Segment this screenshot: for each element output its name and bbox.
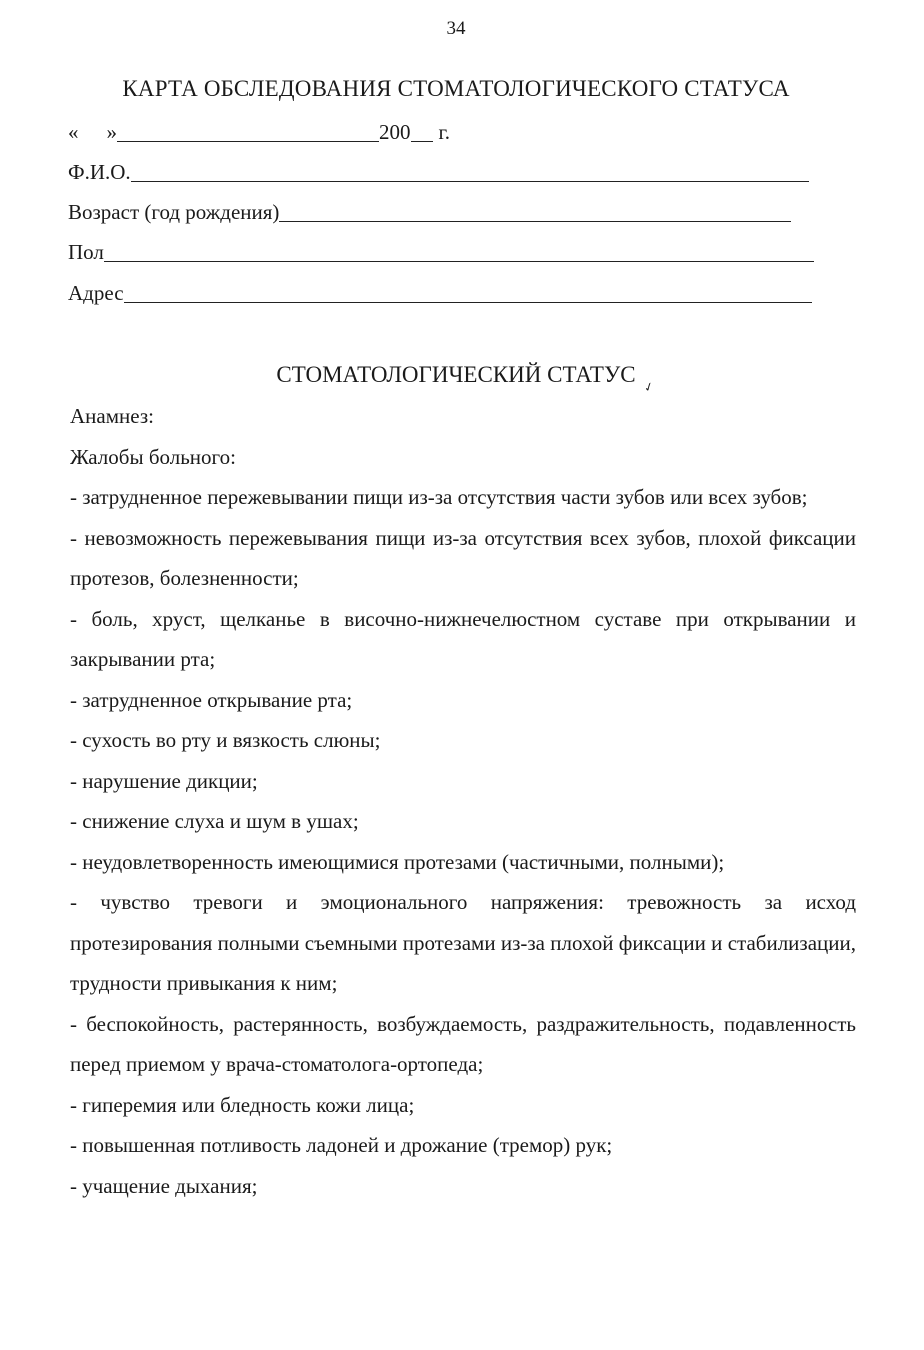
sex-field-row [68, 240, 814, 265]
complaint-item: - боль, хруст, щелканье в височно-нижнечелюстном суставе при открывании и закрывании рта; [70, 606, 856, 671]
complaint-item: - нарушение дикции; [70, 768, 258, 793]
complaint-item: - чувство тревоги и эмоционального напряжения: тревожность за исход протезирования полными съемными протезами из-за плохой фиксации и стабилизации, трудности привыкания к ним; [70, 890, 856, 995]
section-title: СТОМАТОЛОГИЧЕСКИЙ СТАТУС [276, 362, 636, 387]
date-close-quote: » [106, 120, 117, 144]
address-field-row [68, 281, 812, 306]
address-label: Адрес [68, 281, 124, 305]
date-field-row [68, 120, 450, 145]
check-mark-icon: ✓ [641, 378, 656, 396]
age-label: Возраст (год рождения) [68, 200, 280, 224]
age-field-row [68, 200, 791, 225]
complaints-label: Жалобы больного: [70, 444, 236, 469]
complaint-item: - беспокойность, растерянность, возбуждаемость, раздражительность, подавленность перед приемом у врача-стоматолога-ортопеда; [70, 1011, 856, 1076]
sex-label: Пол [68, 240, 104, 264]
address-blank [124, 284, 812, 303]
fio-blank [131, 163, 809, 182]
age-blank [279, 203, 791, 222]
fio-label: Ф.И.О. [68, 160, 131, 184]
anamnesis-section [70, 396, 856, 1206]
complaint-item: - сухость во рту и вязкость слюны; [70, 728, 381, 752]
document-title: КАРТА ОБСЛЕДОВАНИЯ СТОМАТОЛОГИЧЕСКОГО СТАТУСА [122, 76, 790, 101]
fio-field-row [68, 160, 809, 185]
sex-blank [104, 243, 814, 262]
complaint-item: - учащение дыхания; [70, 1173, 258, 1198]
complaint-item: - гиперемия или бледность кожи лица; [70, 1092, 415, 1117]
complaint-item: - затрудненное открывание рта; [70, 687, 353, 712]
complaint-item: - неудовлетворенность имеющимися протезами (частичными, полными); [70, 849, 725, 874]
date-year-suffix: г. [438, 120, 450, 144]
date-year-prefix: 200 [379, 120, 411, 144]
date-open-quote: « [68, 120, 79, 144]
complaint-item: - затрудненное пережевывании пищи из-за отсутствия части зубов или всех зубов; [70, 485, 808, 509]
complaint-item: - снижение слуха и шум в ушах; [70, 809, 359, 833]
complaint-item: - повышенная потливость ладоней и дрожание (тремор) рук; [70, 1133, 613, 1157]
anamnesis-label: Анамнез: [70, 404, 154, 428]
year-blank [411, 123, 433, 142]
complaint-item: - невозможность пережевывания пищи из-за отсутствия всех зубов, плохой фиксации протезов, болезненности; [70, 525, 856, 590]
page-number: 34 [446, 18, 466, 39]
date-blank [117, 123, 379, 142]
